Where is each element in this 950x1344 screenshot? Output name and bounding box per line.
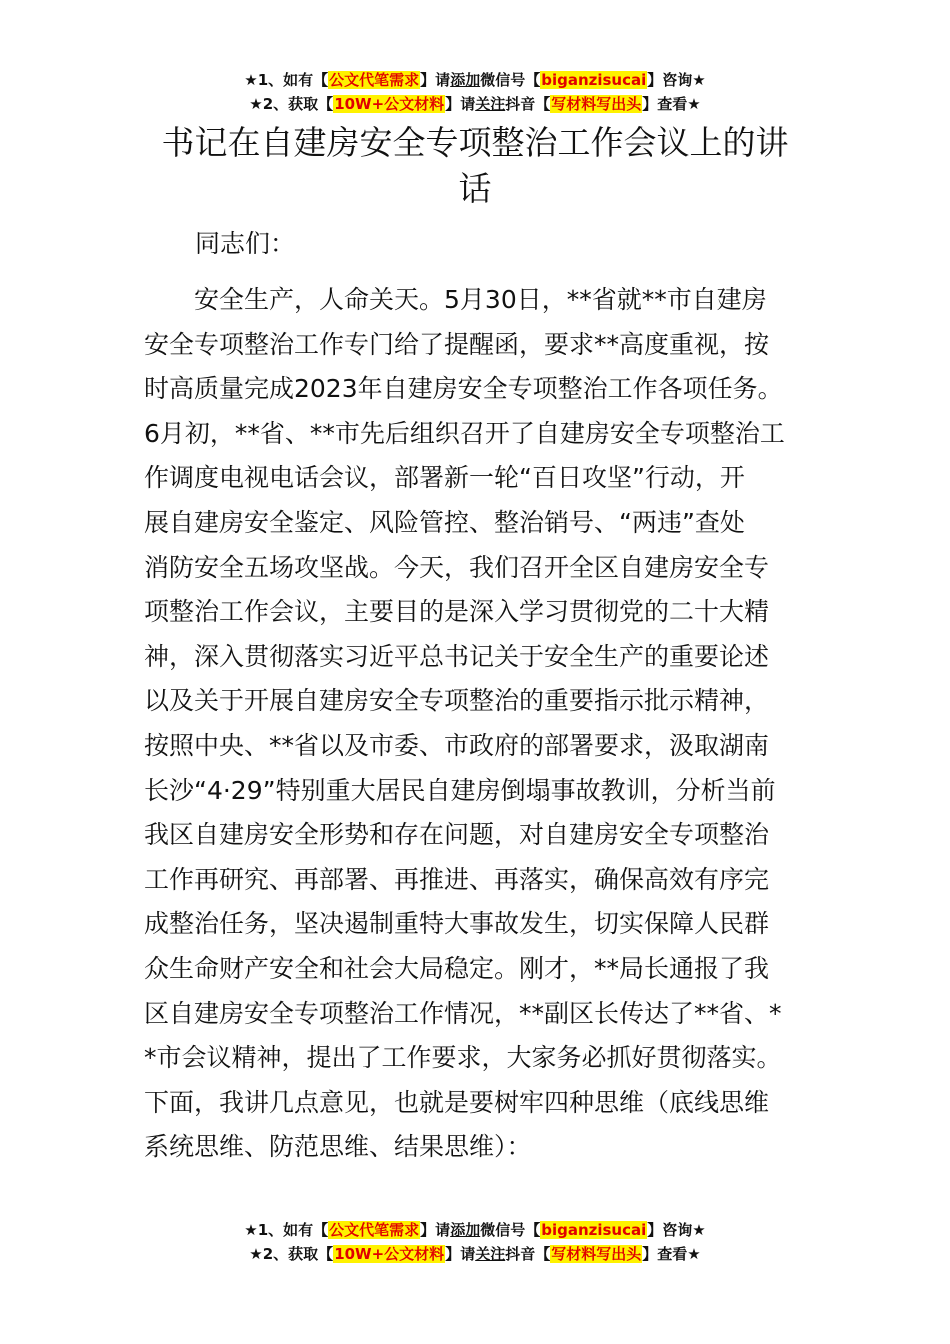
promo-line-1: ★1、如有【公文代笔需求】请添加微信号【biganzisucai】咨询★: [244, 1221, 706, 1239]
body-line: 系统思维、防范思维、结果思维）：: [144, 1132, 532, 1162]
promo-highlight: 10W+公文材料: [334, 95, 445, 113]
document-body: [144, 278, 814, 1170]
body-line: 消防安全五场攻坚战。今天，我们召开全区自建房安全专: [144, 552, 770, 582]
promo-line-2: ★2、获取【10W+公文材料】请关注抖音【写材料写出头】查看★: [249, 95, 701, 113]
body-line: 工作再研究、再部署、再推进、再落实，确保高效有序完: [144, 864, 770, 894]
top-promo-banner: [0, 68, 950, 116]
promo-highlight: 10W+公文材料: [334, 1245, 445, 1263]
title-line-1: 书记在自建房安全专项整治工作会议上的讲: [161, 123, 789, 162]
douyin-id: 写材料写出头: [551, 1245, 642, 1263]
body-line: 神，深入贯彻落实习近平总书记关于安全生产的重要论述: [144, 641, 770, 671]
wechat-id: biganzisucai: [541, 71, 647, 89]
bottom-promo-banner: [0, 1218, 950, 1266]
douyin-id: 写材料写出头: [551, 95, 642, 113]
body-line: 展自建房安全鉴定、风险管控、整治销号、“两违”查处: [144, 507, 745, 537]
body-line: 时高质量完成2023年自建房安全专项整治工作各项任务。: [144, 374, 783, 404]
body-line: 区自建房安全专项整治工作情况，**副区长传达了**省、*: [144, 998, 782, 1028]
promo-highlight: 公文代笔需求: [329, 71, 420, 89]
body-line: 安全生产，人命关天。5月30日，**省就**市自建房: [194, 285, 767, 314]
body-line: 作调度电视电话会议，部署新一轮“百日攻坚”行动，开: [144, 463, 745, 493]
promo-line-2: ★2、获取【10W+公文材料】请关注抖音【写材料写出头】查看★: [249, 1245, 701, 1263]
body-line: 安全专项整治工作专门给了提醒函，要求**高度重视，按: [144, 329, 770, 359]
promo-line-1: ★1、如有【公文代笔需求】请添加微信号【biganzisucai】咨询★: [244, 71, 706, 89]
body-line: 下面，我讲几点意见，也就是要树牢四种思维（底线思维: [144, 1087, 770, 1117]
body-line: 众生命财产安全和社会大局稳定。刚才，**局长通报了我: [144, 953, 770, 983]
promo-highlight: 公文代笔需求: [329, 1221, 420, 1239]
body-line: 长沙“4·29”特别重大居民自建房倒塌事故教训，分析当前: [144, 775, 776, 805]
body-line: 成整治任务，坚决遏制重特大事故发生，切实保障人民群: [144, 909, 770, 939]
body-line: 我区自建房安全形势和存在问题，对自建房安全专项整治: [144, 820, 770, 850]
body-line: 按照中央、**省以及市委、市政府的部署要求，汲取湖南: [144, 730, 770, 760]
wechat-id: biganzisucai: [541, 1221, 647, 1239]
body-line: 以及关于开展自建房安全专项整治的重要指示批示精神，: [144, 686, 770, 716]
body-line: 项整治工作会议，主要目的是深入学习贯彻党的二十大精: [144, 597, 770, 627]
document-title: [150, 120, 800, 212]
title-line-2: 话: [458, 169, 492, 208]
salutation: 同志们：: [195, 229, 296, 258]
body-line: 6月初，**省、**市先后组织召开了自建房安全专项整治工: [144, 418, 785, 448]
body-line: *市会议精神，提出了工作要求，大家务必抓好贯彻落实。: [144, 1043, 782, 1073]
